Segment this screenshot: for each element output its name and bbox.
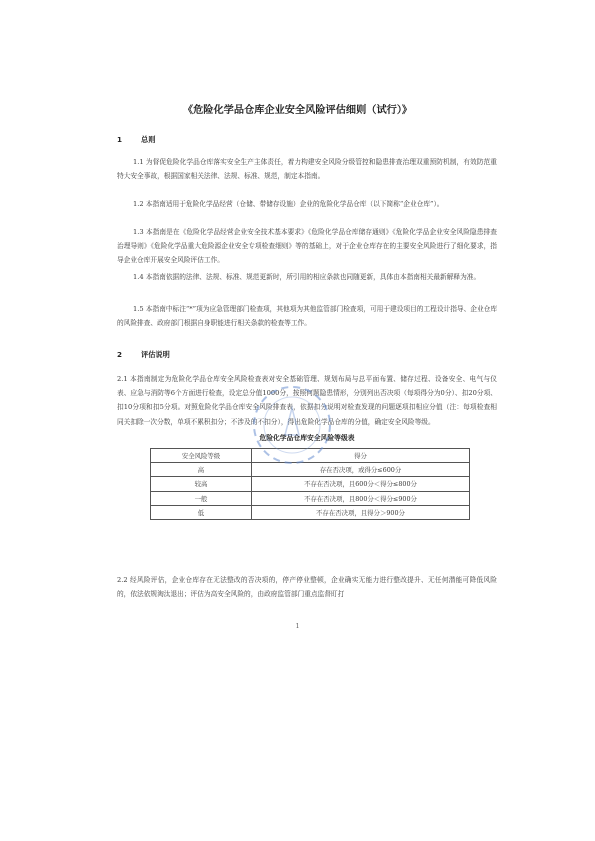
- paragraph-1-4: 1.4 本指南依据的法律、法规、标准、规范更新时，所引用的相应条款也同随更新，具体由本指南相关最新解释为准。: [133, 273, 481, 281]
- paragraph-1-3: 1.3 本指南是在《危险化学品经营企业安全技术基本要求》《危险化学品仓库储存通则》《危险化学品企业安全风险隐患排查治理导则》《危险化学品重大危险源企业安全专项检查细则》等的基础上，对于企业仓库存在的主要安全风险进行了细化要求，指导企业仓库开展安全风险评估工作。: [117, 228, 497, 265]
- section-2-number: 2: [117, 350, 123, 359]
- section-1-title: 总则: [141, 135, 156, 144]
- table-cell-level: 低: [151, 505, 252, 519]
- seal-watermark-icon: [247, 380, 337, 470]
- section-1-heading: [117, 135, 155, 145]
- table-cell-score: 不存在否决项，且600分＜得分≤800分: [252, 477, 470, 491]
- table-header-score: 得分: [252, 449, 470, 463]
- table-caption: 危险化学品仓库安全风险等级表: [259, 434, 355, 442]
- document-title: 《危险化学品仓库企业安全风险评估细则（试行）》: [182, 105, 413, 116]
- table-header-level: 安全风险等级: [151, 449, 252, 463]
- table-cell-score: 不存在否决项，且800分＜得分≤900分: [252, 491, 470, 505]
- table-cell-level: 较高: [151, 477, 252, 491]
- table-cell-level: 高: [151, 463, 252, 477]
- paragraph-1-5: 1.5 本指南中标注“*”项为应急管理部门检查项，其他项为其他监管部门检查项，可用于建设项目的工程设计指导、企业仓库的风险排查、政府部门根据自身职能进行相关条款的检查等工作。: [117, 305, 498, 328]
- section-1-number: 1: [117, 135, 123, 144]
- table-cell-level: 一般: [151, 491, 252, 505]
- table-row: [151, 477, 470, 491]
- table-row: [151, 491, 470, 505]
- paragraph-2-2: 2.2 经风险评估，企业仓库存在无法整改的否决项的，停产停业整顿，企业确实无能力进行整改提升、无任何潜能可降低风险的，依法依规淘汰退出；评估为高安全风险的，由政府监管部门重点监督盯打: [117, 576, 497, 599]
- section-2-heading: [117, 350, 170, 360]
- table-row: [151, 505, 470, 519]
- section-2-title: 评估说明: [141, 350, 170, 359]
- paragraph-1-1: 1.1 为督促危险化学品仓库落实安全生产主体责任，着力构建安全风险分级管控和隐患排查治理双重预防机制，有效防范重特大安全事故，根据国家相关法律、法规、标准、规范，制定本指南。: [117, 158, 497, 181]
- table-cell-score: 存在否决项，或得分≤600分: [252, 463, 470, 477]
- paragraph-1-2: 1.2 本指南适用于危险化学品经营（仓储、带储存设施）企业的危险化学品仓库（以下简称“企业仓库”）。: [133, 200, 444, 208]
- paragraph-2-1: 2.1 本指南制定为危险化学品仓库安全风险检查表对安全基础管理、规划布局与总平面布置、储存过程、设备安全、电气与仪表、应急与消防等6个方面进行检查，设定总分值1000分，按照何题隐患情形，分别列出否决项（每项得分为0分）、扣20分项、扣10分项和扣5分项。对照危险化学品仓库安全风险排查表，依据扣分说明对检查发现的问题逐项扣相应分值（注：每项检查相同关扣除一次分数，单项不累积扣分；不涉及的不扣分），得出危险化学品仓库的分值，确定安全风险等级。: [117, 375, 497, 426]
- table-cell-score: 不存在否决项，且得分＞900分: [252, 505, 470, 519]
- page-number: 1: [295, 623, 300, 630]
